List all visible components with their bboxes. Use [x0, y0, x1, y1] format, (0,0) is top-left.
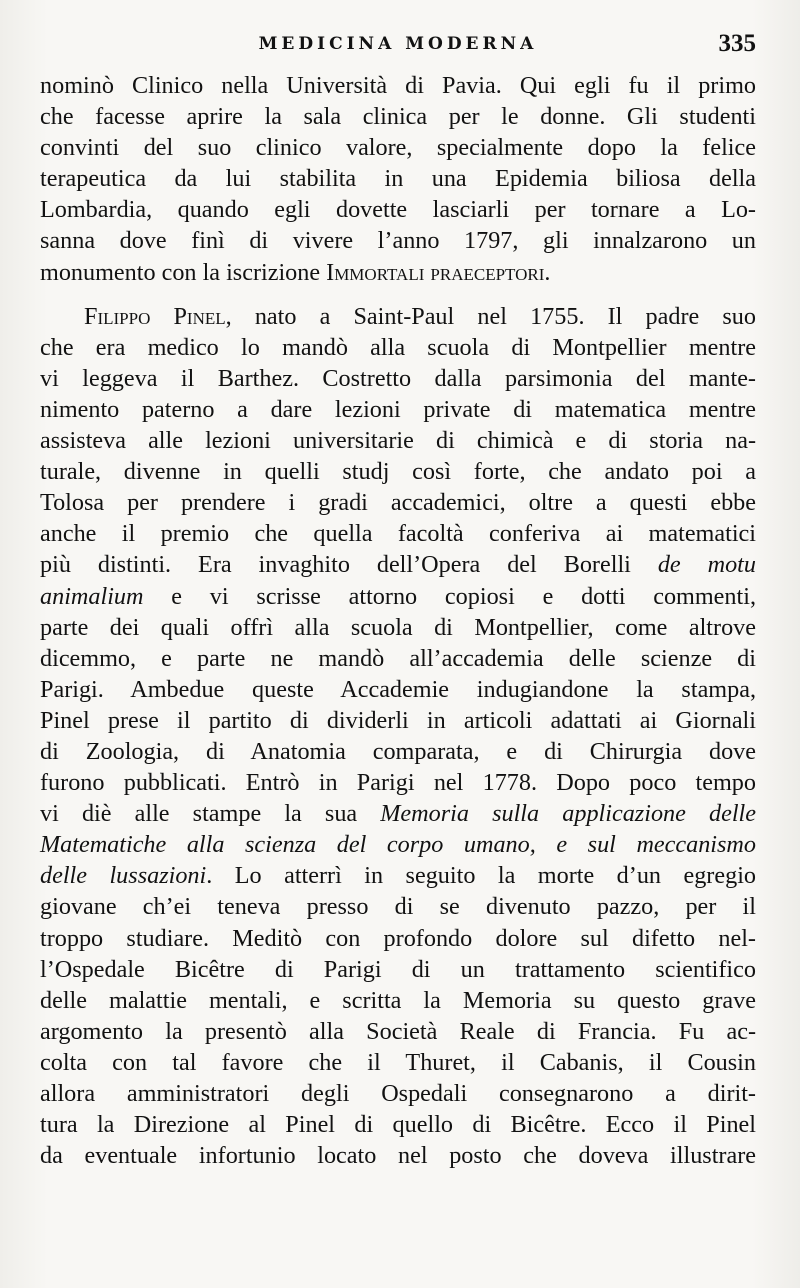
- text-segment: e vi scrisse attorno copiosi e dotti commenti,: [143, 582, 756, 610]
- page-number: 335: [718, 30, 756, 57]
- text-line: terapeutica da lui stabilita in una Epidemia biliosa della: [40, 165, 756, 193]
- text-line: [40, 581, 756, 612]
- text-line: vi leggeva il Barthez. Costretto dalla parsimonia del mante-: [40, 364, 756, 392]
- text-line-last: [40, 257, 756, 288]
- text-line: nominò Clinico nella Università di Pavia. Qui egli fu il primo: [40, 72, 756, 99]
- italic-title: Memoria sulla applicazione delle: [380, 800, 757, 828]
- text-line: dicemmo, e parte ne mandò all’accademia delle scienze di: [40, 644, 756, 672]
- text-line: [40, 549, 756, 580]
- text-line: [40, 798, 756, 829]
- text-line: delle malattie mentali, e scritta la Memoria su questo grave: [40, 986, 756, 1014]
- text-segment: monumento con la iscrizione: [40, 258, 327, 286]
- text-line: [40, 860, 756, 891]
- italic-title: delle lussazioni: [40, 862, 207, 890]
- text-line: che facesse aprire la sala clinica per le donne. Gli studenti: [40, 103, 756, 131]
- text-line: allora amministratori degli Ospedali consegnarono a dirit-: [40, 1080, 756, 1107]
- text-line: tura la Direzione al Pinel di quello di Bicêtre. Ecco il Pinel: [40, 1111, 756, 1139]
- text-line: [40, 829, 756, 860]
- page-header: [40, 30, 756, 70]
- text-line: assisteva alle lezioni universitarie di chimicà e di storia na-: [40, 427, 756, 455]
- text-line: di Zoologia, di Anatomia comparata, e di Chirurgia dove: [40, 737, 756, 765]
- text-line: che era medico lo mandò alla scuola di Montpellier mentre: [40, 333, 756, 361]
- text-line: Parigi. Ambedue queste Accademie indugiandone la stampa,: [40, 675, 756, 703]
- text-line: turale, divenne in quelli studj così forte, che andato poi a: [40, 458, 756, 486]
- text-line: Pinel prese il partito di dividerli in articoli adattati ai Giornali: [40, 706, 756, 734]
- text-segment: più distinti. Era invaghito dell’Opera del Borelli: [40, 551, 658, 579]
- text-line: troppo studiare. Meditò con profondo dolore sul difetto nel-: [40, 924, 756, 952]
- text-line: furono pubblicati. Entrò in Parigi nel 1778. Dopo poco tempo: [40, 769, 756, 797]
- text-line: colta con tal favore che il Thuret, il Cabanis, il Cousin: [40, 1048, 756, 1076]
- text-line: Tolosa per prendere i gradi accademici, oltre a questi ebbe: [40, 489, 756, 517]
- text-line: anche il premio che quella facoltà conferiva ai matematici: [40, 520, 756, 548]
- inscription-text: Immortali praeceptori.: [326, 258, 551, 286]
- person-name: Filippo Pinel: [84, 302, 226, 330]
- body-text: [40, 70, 756, 1171]
- text-line: nimento paterno a dare lezioni private di matematica mentre: [40, 395, 756, 423]
- paragraph-gap: [40, 288, 756, 301]
- running-title: MEDICINA MODERNA: [258, 34, 538, 54]
- text-segment: , nato a Saint-Paul nel 1755. Il padre suo: [225, 302, 756, 330]
- text-line: argomento la presentò alla Società Reale di Francia. Fu ac-: [40, 1017, 756, 1045]
- text-line: Lombardia, quando egli dovette lasciarli per tornare a Lo-: [40, 196, 756, 224]
- italic-title: animalium: [40, 582, 144, 610]
- text-line: parte dei quali offrì alla scuola di Montpellier, come altrove: [40, 613, 756, 641]
- text-line: sanna dove finì di vivere l’anno 1797, gli innalzarono un: [40, 227, 756, 255]
- text-line: giovane ch’ei teneva presso di se divenuto pazzo, per il: [40, 893, 756, 921]
- text-line: da eventuale infortunio locato nel posto che doveva illustrare: [40, 1142, 756, 1170]
- paragraph-start-line: [40, 301, 756, 332]
- italic-title: Matematiche alla scienza del corpo umano, e sul meccanismo: [40, 831, 756, 859]
- text-segment: . Lo atterrì in seguito la morte d’un egregio: [206, 862, 757, 890]
- text-line: convinti del suo clinico valore, specialmente dopo la felice: [40, 134, 756, 162]
- italic-title: de motu: [657, 551, 756, 579]
- text-segment: vi diè alle stampe la sua: [40, 800, 381, 828]
- text-line: l’Ospedale Bicêtre di Parigi di un trattamento scientifico: [40, 955, 756, 983]
